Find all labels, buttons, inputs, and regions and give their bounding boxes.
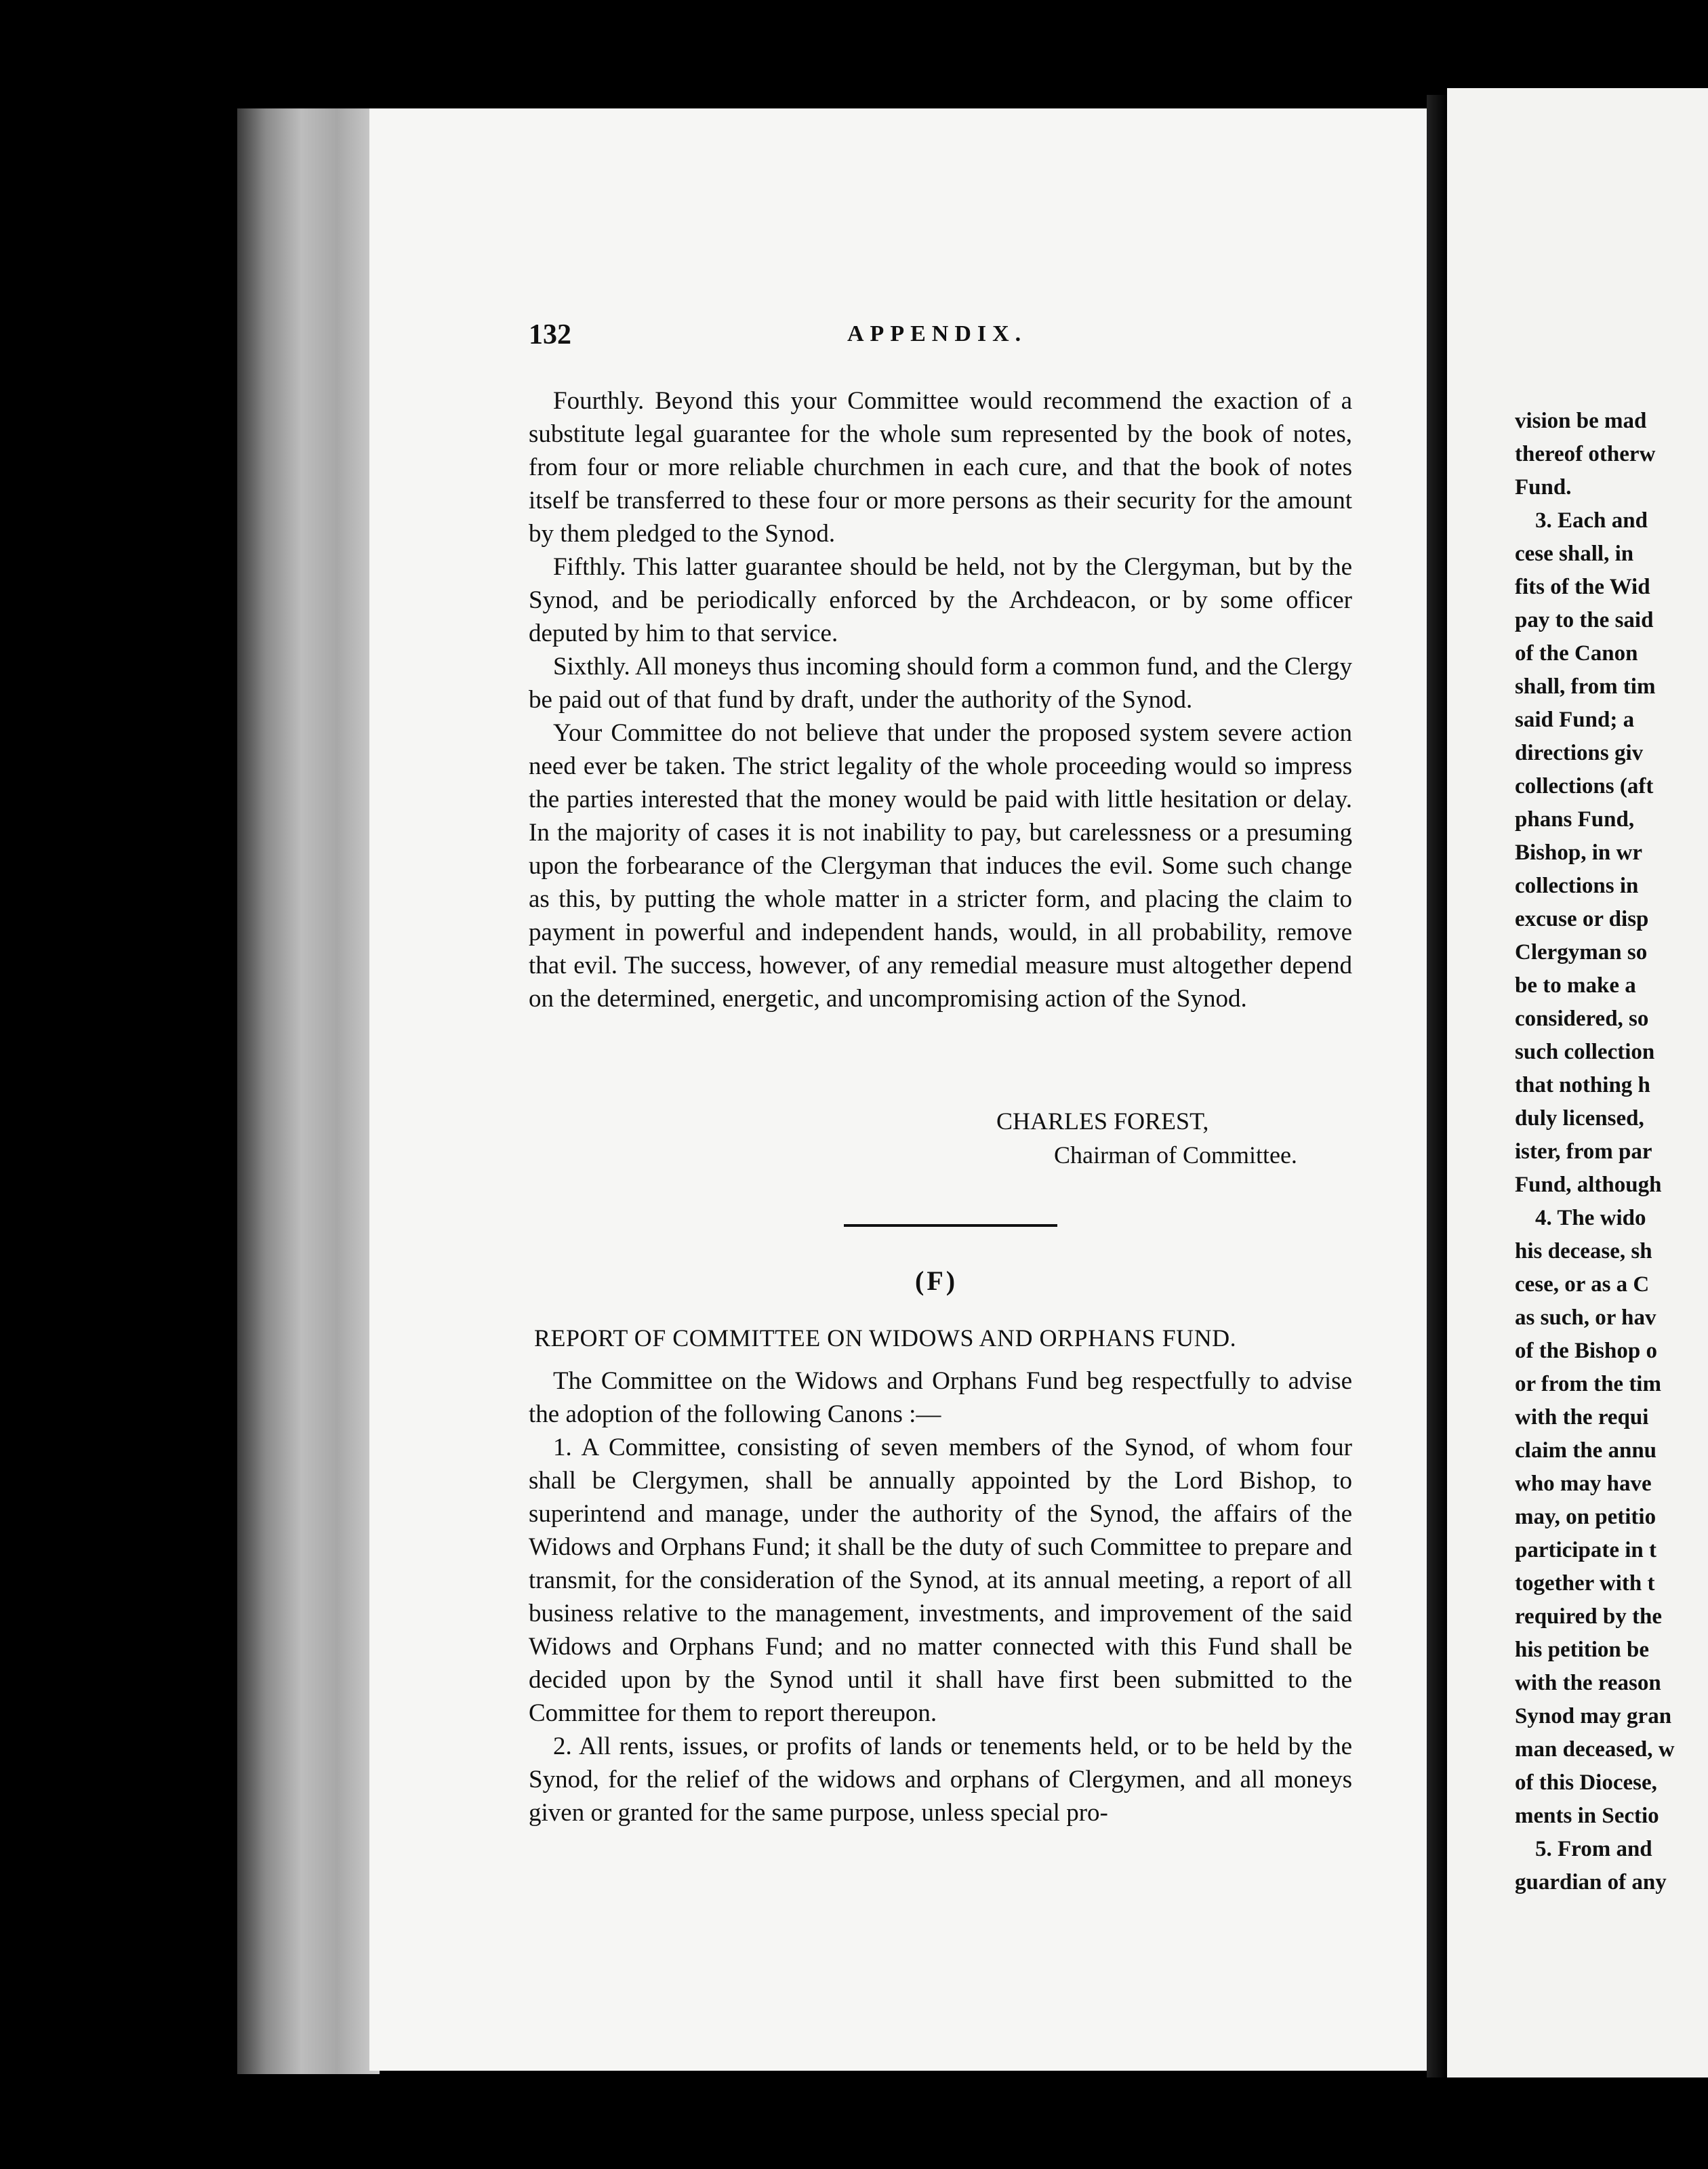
facing-line: man deceased, w bbox=[1515, 1737, 1675, 1762]
committee-report-body bbox=[529, 384, 1352, 1015]
facing-line: ments in Sectio bbox=[1515, 1804, 1659, 1828]
facing-line: duly licensed, bbox=[1515, 1106, 1644, 1131]
page-number: 132 bbox=[529, 319, 571, 350]
paragraph-intro: The Committee on the Widows and Orphans Fund beg respectfully to advise the adoption of the following Canons :— bbox=[529, 1367, 1352, 1428]
facing-line: participate in t bbox=[1515, 1538, 1656, 1562]
facing-line: such collection bbox=[1515, 1040, 1655, 1064]
facing-line: considered, so bbox=[1515, 1007, 1649, 1031]
section-letter: (F) bbox=[915, 1265, 958, 1296]
facing-line: his petition be bbox=[1515, 1638, 1650, 1662]
facing-line: Synod may gran bbox=[1515, 1704, 1672, 1728]
paragraph-conclusion: Your Committee do not believe that under the proposed system severe action need ever be taken. The strict legality of the whole proceeding would so impress the parties interested that the money would be paid with little hesitation or delay. In the majority of cases it is not inability to pay, but carelessness or a presuming upon the forbearance of the Clergyman that induces the evil. Some such change as this, by putting the whole matter in a stricter form, and placing the claim to payment in powerful and independent hands, would, in all probability, remove that evil. The success, however, of any remedial measure must altogether depend on the determined, energetic, and uncompromising action of the Synod. bbox=[529, 719, 1352, 1013]
facing-line: fits of the Wid bbox=[1515, 575, 1650, 599]
facing-page-text bbox=[1515, 405, 1708, 1899]
facing-line: together with t bbox=[1515, 1571, 1655, 1596]
facing-line: of this Diocese, bbox=[1515, 1770, 1657, 1795]
facing-line: of the Canon bbox=[1515, 641, 1638, 666]
facing-line: Fund. bbox=[1515, 475, 1572, 500]
facing-line: Bishop, in wr bbox=[1515, 840, 1642, 865]
facing-line: phans Fund, bbox=[1515, 807, 1635, 832]
facing-line: as such, or hav bbox=[1515, 1305, 1656, 1330]
facing-line: cese shall, in bbox=[1515, 542, 1634, 566]
facing-line: who may have bbox=[1515, 1472, 1652, 1496]
facing-line: directions giv bbox=[1515, 741, 1644, 765]
running-title: APPENDIX. bbox=[847, 321, 1028, 346]
facing-line: vision be mad bbox=[1515, 409, 1647, 433]
section-divider bbox=[844, 1224, 1057, 1227]
facing-line: cese, or as a C bbox=[1515, 1272, 1650, 1297]
book-page-edges bbox=[237, 108, 380, 2074]
facing-line: said Fund; a bbox=[1515, 708, 1635, 732]
facing-line: collections (aft bbox=[1515, 774, 1654, 798]
facing-line: ister, from par bbox=[1515, 1139, 1652, 1164]
report-title: REPORT OF COMMITTEE ON WIDOWS AND ORPHANS FUND. bbox=[534, 1324, 1237, 1352]
facing-line: or from the tim bbox=[1515, 1372, 1661, 1396]
facing-line: be to make a bbox=[1515, 973, 1636, 998]
facing-line: may, on petitio bbox=[1515, 1505, 1656, 1529]
facing-line: that nothing h bbox=[1515, 1073, 1650, 1097]
signature-name: CHARLES FOREST, bbox=[996, 1108, 1209, 1135]
book-binding bbox=[1427, 95, 1447, 2077]
facing-line: 5. From and bbox=[1535, 1837, 1652, 1861]
facing-line: 3. Each and bbox=[1535, 508, 1648, 533]
facing-line: Clergyman so bbox=[1515, 940, 1648, 965]
facing-line: of the Bishop o bbox=[1515, 1339, 1657, 1363]
widows-orphans-report-body bbox=[529, 1364, 1352, 1829]
facing-line: with the requi bbox=[1515, 1405, 1649, 1430]
facing-line: 4. The wido bbox=[1535, 1206, 1646, 1230]
canon-1: 1. A Committee, consisting of seven members of the Synod, of whom four shall be Clergymen, shall be annually appointed by the Lord Bishop, to superintend and manage, under the authority of the Synod, the affairs of the Widows and Orphans Fund; it shall be the duty of such Committee to prepare and transmit, for the consideration of the Synod, at its annual meeting, a report of all business relative to the management, investments, and improvement of the said Widows and Orphans Fund; and no matter connected with this Fund shall be decided upon by the Synod until it shall have first been submitted to the Committee for them to report thereupon. bbox=[529, 1434, 1352, 1727]
facing-line: guardian of any bbox=[1515, 1870, 1667, 1894]
signature-title: Chairman of Committee. bbox=[1054, 1141, 1297, 1169]
canon-2: 2. All rents, issues, or profits of lands or tenements held, or to be held by the Synod, for the relief of the widows and orphans of Clergymen, and all moneys given or granted for the same purpose, unless special pro- bbox=[529, 1732, 1352, 1827]
facing-line: claim the annu bbox=[1515, 1438, 1657, 1463]
facing-line: Fund, although bbox=[1515, 1173, 1662, 1197]
facing-line: his decease, sh bbox=[1515, 1239, 1652, 1263]
facing-line: thereof otherw bbox=[1515, 442, 1656, 466]
running-head bbox=[529, 319, 1352, 359]
paragraph-sixthly: Sixthly. All moneys thus incoming should form a common fund, and the Clergy be paid out of that fund by draft, under the authority of the Synod. bbox=[529, 653, 1352, 714]
facing-line: required by the bbox=[1515, 1604, 1662, 1629]
facing-line: shall, from tim bbox=[1515, 674, 1656, 699]
facing-line: collections in bbox=[1515, 874, 1639, 898]
facing-line: pay to the said bbox=[1515, 608, 1654, 632]
facing-line: excuse or disp bbox=[1515, 907, 1649, 931]
paragraph-fourthly: Fourthly. Beyond this your Committee would recommend the exaction of a substitute legal guarantee for the whole sum represented by the book of notes, from four or more reliable churchmen in each cure, and that the book of notes itself be transferred to these four or more persons as their security for the amount by them pledged to the Synod. bbox=[529, 387, 1352, 548]
facing-line: with the reason bbox=[1515, 1671, 1661, 1695]
paragraph-fifthly: Fifthly. This latter guarantee should be held, not by the Clergyman, but by the Synod, and be periodically enforced by the Archdeacon, or by some officer deputed by him to that service. bbox=[529, 553, 1352, 647]
